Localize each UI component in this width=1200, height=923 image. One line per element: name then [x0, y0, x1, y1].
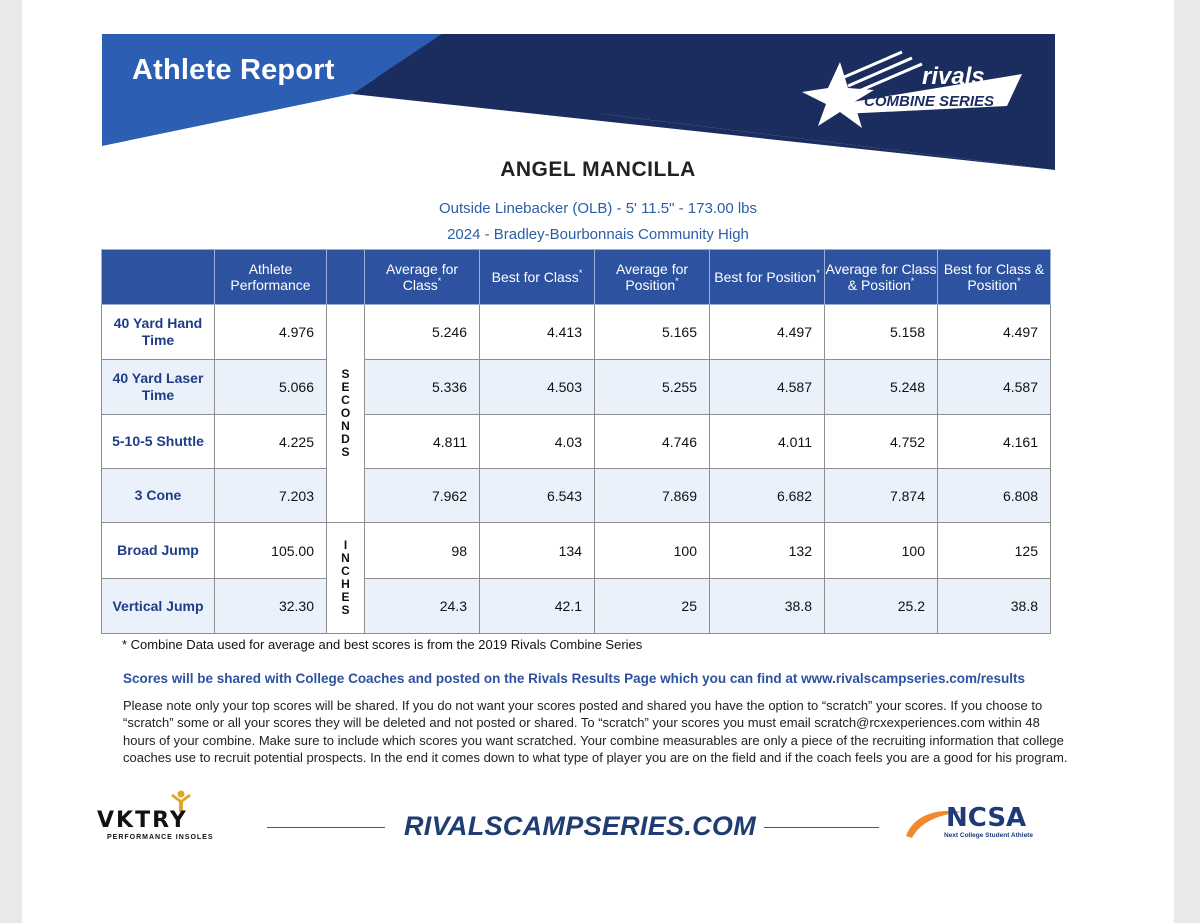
avg-class-value: 5.336 [365, 360, 480, 415]
ncsa-tagline: Next College Student Athlete [944, 832, 1033, 839]
avg-class-value: 98 [365, 523, 480, 579]
avg-class-position-value: 7.874 [825, 469, 938, 523]
avg-class-position-value: 5.158 [825, 305, 938, 360]
asterisk-mark: * [1017, 276, 1021, 286]
avg-class-position-value: 100 [825, 523, 938, 579]
asterisk-mark: * [578, 268, 583, 278]
header-best-class-position: Best for Class & Position* [938, 250, 1051, 305]
best-class-position-value: 4.161 [938, 415, 1051, 469]
stats-table-wrapper [101, 249, 1051, 634]
report-title: Athlete Report [132, 54, 335, 86]
vktry-logo [97, 800, 257, 850]
footer-sponsors [22, 800, 1174, 860]
event-name: 5-10-5 Shuttle [102, 415, 215, 469]
best-class-value: 4.03 [480, 415, 595, 469]
avg-class-value: 24.3 [365, 579, 480, 634]
asterisk-mark: * [675, 276, 679, 286]
best-class-value: 4.413 [480, 305, 595, 360]
rivals-star-icon [782, 44, 1047, 132]
avg-position-value: 25 [595, 579, 710, 634]
header-best-for-position: Best for Position* [710, 250, 825, 305]
best-position-value: 4.587 [710, 360, 825, 415]
table-row [102, 523, 1051, 579]
avg-class-position-value: 4.752 [825, 415, 938, 469]
athlete-value: 105.00 [215, 523, 327, 579]
event-name: 40 Yard Laser Time [102, 360, 215, 415]
avg-class-position-value: 5.248 [825, 360, 938, 415]
asterisk-mark: * [816, 268, 820, 278]
athlete-value: 7.203 [215, 469, 327, 523]
event-name: 40 Yard Hand Time [102, 305, 215, 360]
table-header-row [102, 250, 1051, 305]
athlete-value: 4.225 [215, 415, 327, 469]
site-url: RIVALSCAMPSERIES.COM [404, 811, 757, 841]
table-row [102, 305, 1051, 360]
footer-divider [764, 827, 879, 828]
best-class-position-value: 4.497 [938, 305, 1051, 360]
header-athlete-performance: Athlete Performance [215, 250, 327, 305]
best-position-value: 4.497 [710, 305, 825, 360]
table-row [102, 415, 1051, 469]
athlete-value: 32.30 [215, 579, 327, 634]
header-average-for-position: Average for Position* [595, 250, 710, 305]
event-name: Vertical Jump [102, 579, 215, 634]
report-page [22, 0, 1174, 923]
best-position-value: 6.682 [710, 469, 825, 523]
footer-divider [267, 827, 385, 828]
ncsa-wordmark: NCSA [946, 803, 1027, 833]
best-position-value: 4.011 [710, 415, 825, 469]
athlete-value: 4.976 [215, 305, 327, 360]
vktry-tagline: PERFORMANCE INSOLES [107, 834, 214, 841]
avg-class-value: 7.962 [365, 469, 480, 523]
event-name: 3 Cone [102, 469, 215, 523]
stats-table [101, 249, 1051, 634]
asterisk-mark: * [910, 276, 915, 286]
best-class-value: 134 [480, 523, 595, 579]
athlete-school-line: 2024 - Bradley-Bourbonnais Community High [447, 226, 749, 243]
athlete-value: 5.066 [215, 360, 327, 415]
best-class-value: 6.543 [480, 469, 595, 523]
event-name: Broad Jump [102, 523, 215, 579]
scratch-policy-text: Please note only your top scores will be shared. If you do not want your scores posted and shared you have the option to “scratch” your scores. If you choose to “scratch” some or all your scores they will be deleted and not posted or shared. To “scratch” your scores you must email scratch@rcxexperiences.com within 48 hours of your combine. Make sure to include which scores you want scratched. Your combine measurables are only a piece of the recruiting information that college coaches use to recruit potential prospects. In the end it comes down to what type of player you are on the field and if the coach feels you are a good for his program. [123, 698, 1068, 766]
avg-position-value: 5.255 [595, 360, 710, 415]
avg-position-value: 100 [595, 523, 710, 579]
best-class-position-value: 6.808 [938, 469, 1051, 523]
best-class-position-value: 125 [938, 523, 1051, 579]
athlete-position-line: Outside Linebacker (OLB) - 5' 11.5" - 173.00 lbs [438, 200, 758, 217]
header-event-cell [102, 250, 215, 305]
athlete-name: ANGEL MANCILLA [500, 158, 696, 181]
data-source-footnote: * Combine Data used for average and best scores is from the 2019 Rivals Combine Series [122, 637, 643, 652]
avg-class-value: 4.811 [365, 415, 480, 469]
avg-position-value: 4.746 [595, 415, 710, 469]
best-class-position-value: 38.8 [938, 579, 1051, 634]
header-banner [102, 34, 1055, 170]
rivals-combine-logo [782, 44, 1047, 132]
header-average-class-position: Average for Class & Position* [825, 250, 938, 305]
unit-seconds-label: SECONDS [327, 305, 365, 523]
best-class-value: 4.503 [480, 360, 595, 415]
best-class-value: 42.1 [480, 579, 595, 634]
avg-class-value: 5.246 [365, 305, 480, 360]
avg-class-position-value: 25.2 [825, 579, 938, 634]
vktry-wordmark: VKTRY [97, 808, 188, 833]
table-row [102, 360, 1051, 415]
unit-inches-label: INCHES [327, 523, 365, 634]
ncsa-logo [904, 800, 1064, 850]
logo-bottom-text: COMBINE SERIES [864, 93, 995, 110]
avg-position-value: 5.165 [595, 305, 710, 360]
asterisk-mark: * [437, 276, 442, 286]
best-position-value: 132 [710, 523, 825, 579]
table-row [102, 469, 1051, 523]
best-class-position-value: 4.587 [938, 360, 1051, 415]
header-unit-spacer [327, 250, 365, 305]
sharing-notice: Scores will be shared with College Coaches and posted on the Rivals Results Page which you can find at www.rivalscampseries.com/results [123, 671, 1026, 686]
best-position-value: 38.8 [710, 579, 825, 634]
header-average-for-class: Average for Class* [365, 250, 480, 305]
avg-position-value: 7.869 [595, 469, 710, 523]
header-best-for-class: Best for Class* [480, 250, 595, 305]
logo-top-text: rivals [922, 63, 985, 90]
table-row [102, 579, 1051, 634]
